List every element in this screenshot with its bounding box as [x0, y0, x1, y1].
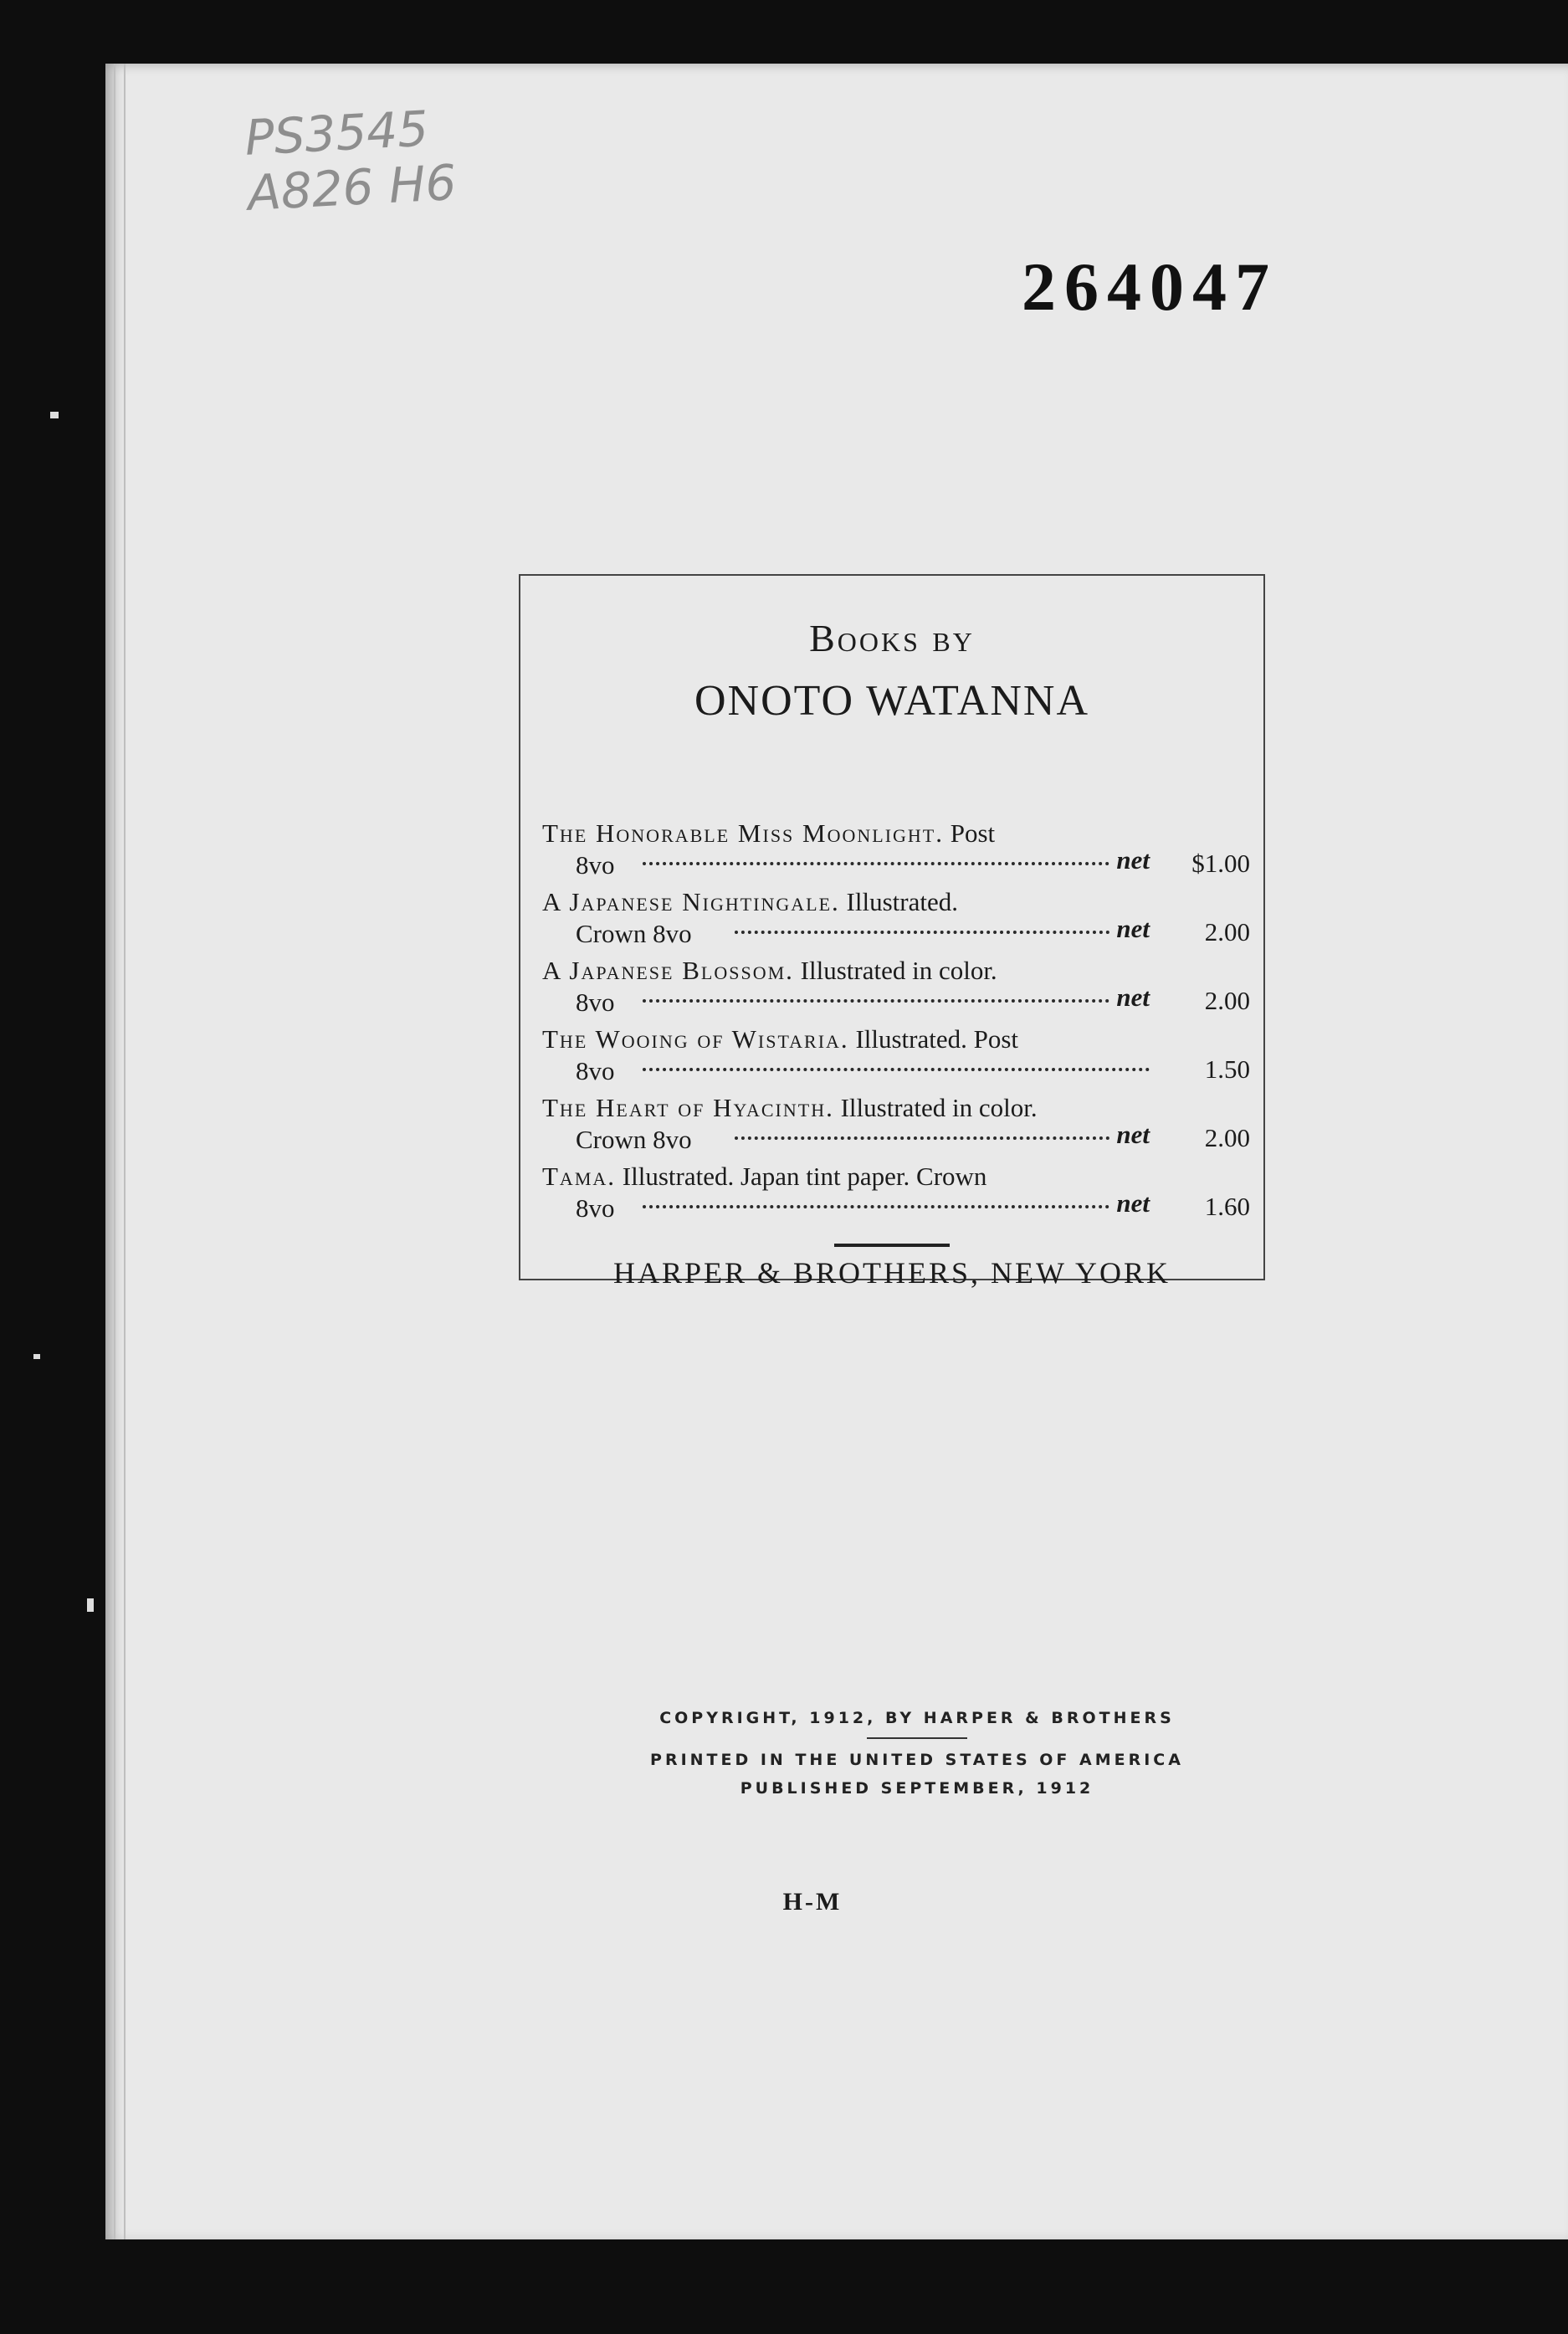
book-entry — [542, 887, 1250, 949]
book-title: The Wooing of Wistaria. — [542, 1024, 849, 1054]
book-page — [105, 64, 1568, 2239]
book-price: 2.00 — [1204, 917, 1250, 946]
book-title: A Japanese Nightingale. — [542, 887, 840, 916]
dot-leader — [643, 999, 1150, 1003]
book-price: 1.50 — [1204, 1054, 1250, 1084]
ad-divider — [834, 1244, 950, 1247]
book-format: 8vo — [576, 987, 615, 1017]
book-price: $1.00 — [1191, 849, 1250, 878]
gutter-line — [114, 64, 115, 2239]
net-label: net — [1109, 1188, 1150, 1218]
book-title: A Japanese Blossom. — [542, 956, 794, 985]
books-advertisement — [519, 574, 1265, 1290]
book-detail: Illustrated in color. — [840, 1093, 1038, 1122]
book-title: The Heart of Hyacinth. — [542, 1093, 834, 1122]
book-price: 2.00 — [1204, 1123, 1250, 1152]
book-price: 2.00 — [1204, 986, 1250, 1015]
copyright-line: COPYRIGHT, 1912, BY HARPER & BROTHERS — [659, 1709, 1175, 1727]
call-number-line: PS3545 — [243, 100, 430, 167]
book-entry — [542, 818, 1250, 880]
book-format: 8vo — [576, 850, 615, 880]
book-detail: Post — [950, 818, 996, 848]
net-label: net — [1109, 914, 1150, 944]
book-title: The Honorable Miss Moonlight. — [542, 818, 944, 848]
film-speck — [33, 1354, 40, 1359]
gutter-line — [124, 64, 126, 2239]
film-speck — [87, 1598, 94, 1612]
ad-author: ONOTO WATANNA — [694, 677, 1089, 725]
book-price: 1.60 — [1204, 1192, 1250, 1221]
dot-leader — [735, 931, 1150, 934]
dot-leader — [735, 1136, 1150, 1140]
handwritten-call-number — [243, 100, 458, 221]
book-format: Crown 8vo — [576, 1125, 692, 1154]
book-detail: Illustrated. Post — [855, 1024, 1019, 1054]
book-detail: Illustrated in color. — [800, 956, 997, 985]
copyright-notice — [591, 1704, 1243, 1803]
dot-leader — [643, 1068, 1150, 1071]
dot-leader — [643, 1205, 1150, 1208]
publisher-line: HARPER & BROTHERS, NEW YORK — [612, 1256, 1171, 1290]
net-label: net — [1109, 845, 1150, 875]
ad-heading: Books by — [809, 617, 975, 659]
book-title: Tama. — [542, 1162, 617, 1191]
printed-line: PRINTED IN THE UNITED STATES OF AMERICA — [650, 1751, 1184, 1769]
film-speck — [50, 412, 59, 418]
book-format: Crown 8vo — [576, 919, 692, 948]
book-format: 8vo — [576, 1056, 615, 1085]
book-format: 8vo — [576, 1193, 615, 1223]
published-line: PUBLISHED SEPTEMBER, 1912 — [740, 1779, 1094, 1798]
dot-leader — [643, 862, 1150, 865]
net-label: net — [1109, 1120, 1150, 1150]
accession-number: 264047 — [1022, 249, 1278, 325]
edition-code: H-M — [782, 1888, 843, 1916]
call-number-line: A826 H6 — [246, 153, 458, 222]
book-entry — [542, 1024, 1250, 1086]
book-detail: Illustrated. — [846, 887, 958, 916]
book-entry — [542, 956, 1250, 1018]
net-label: net — [1109, 982, 1150, 1013]
copyright-divider — [867, 1737, 967, 1739]
book-detail: Illustrated. Japan tint paper. Crown — [622, 1162, 987, 1191]
book-entry — [542, 1093, 1250, 1155]
book-entry — [542, 1162, 1250, 1223]
